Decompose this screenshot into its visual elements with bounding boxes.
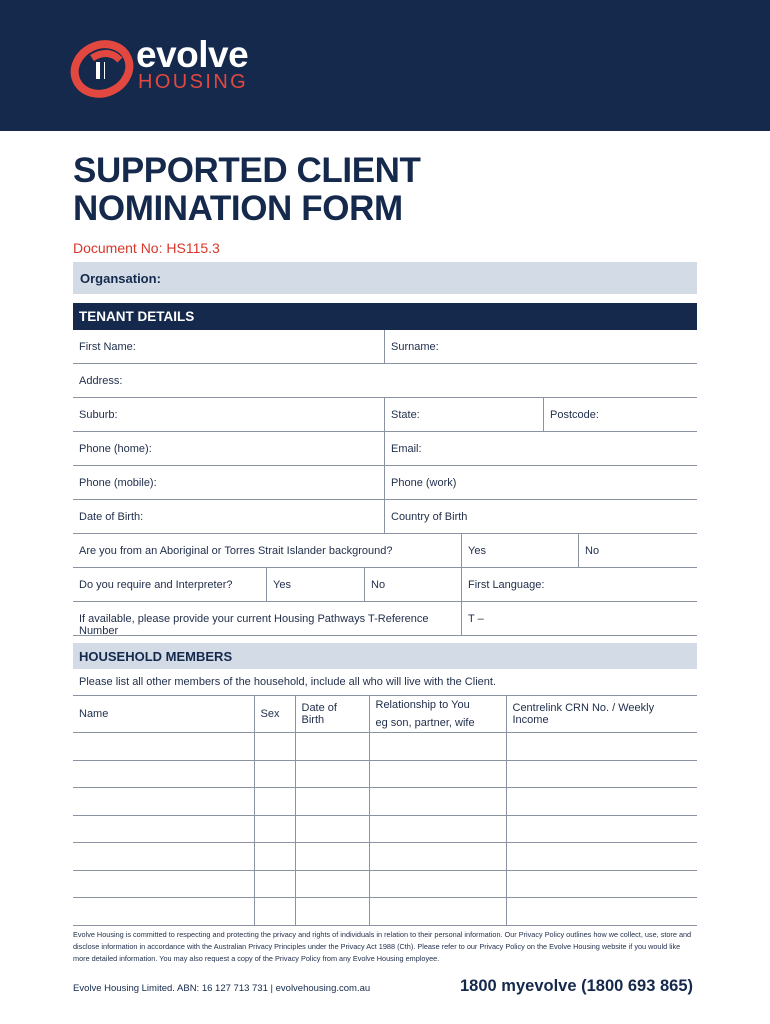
atsi-question: Are you from an Aboriginal or Torres Strait Islander background? (79, 545, 393, 557)
relationship-cell[interactable] (369, 788, 506, 816)
organisation-field[interactable] (73, 262, 697, 294)
col-dob-header: Date of Birth (295, 696, 369, 733)
form-row (73, 500, 697, 534)
privacy-statement: Evolve Housing is committed to respecting and protecting the privacy and rights of individuals in relation to their personal information. Our Privacy Policy outlines how we collect, use, store and disclose information in accordance with the Australian Privacy Principles under the Privacy Act 1988 (Cth). Please refer to our Privacy Policy on the Evolve Housing website if you would like more detailed information. You may also request a copy of the Privacy Policy from any Evolve Housing employee. (73, 930, 692, 963)
table-row (73, 760, 697, 788)
dob-cell[interactable] (295, 815, 369, 843)
phone-mobile-field[interactable]: Phone (mobile): (79, 477, 157, 489)
name-cell[interactable] (73, 788, 254, 816)
first-name-field[interactable]: First Name: (79, 341, 136, 353)
form-row (73, 432, 697, 466)
logo-wordmark: evolve (136, 34, 249, 75)
form-row (73, 534, 697, 568)
footer-company-info: Evolve Housing Limited. ABN: 16 127 713 731 | evolvehousing.com.au (73, 983, 371, 994)
household-members-table (73, 695, 697, 926)
form-row (73, 398, 697, 432)
email-field[interactable]: Email: (384, 432, 697, 465)
phone-home-field[interactable]: Phone (home): (79, 443, 152, 455)
footer-phone: 1800 myevolve (1800 693 865) (460, 977, 694, 995)
title-line-2: NOMINATION FORM (73, 189, 403, 228)
relationship-line-2: eg son, partner, wife (375, 717, 475, 729)
table-row (73, 898, 697, 926)
phone-work-field[interactable]: Phone (work) (384, 466, 697, 499)
evolve-swirl-icon (70, 38, 134, 98)
table-row (73, 733, 697, 761)
name-cell[interactable] (73, 898, 254, 926)
crn-cell[interactable] (506, 760, 697, 788)
atsi-yes-option[interactable]: Yes (461, 534, 578, 567)
col-relationship-header (369, 696, 506, 733)
relationship-cell[interactable] (369, 843, 506, 871)
first-language-field[interactable]: First Language: (461, 568, 697, 601)
sex-cell[interactable] (254, 870, 295, 898)
table-row (73, 843, 697, 871)
interpreter-yes-option[interactable]: Yes (266, 568, 364, 601)
interpreter-question: Do you require and Interpreter? (79, 579, 233, 591)
name-cell[interactable] (73, 843, 254, 871)
table-row (73, 870, 697, 898)
page-title (73, 152, 421, 228)
country-of-birth-field[interactable]: Country of Birth (384, 500, 697, 533)
sex-cell[interactable] (254, 898, 295, 926)
dob-cell[interactable] (295, 843, 369, 871)
name-cell[interactable] (73, 815, 254, 843)
name-cell[interactable] (73, 760, 254, 788)
sex-cell[interactable] (254, 843, 295, 871)
table-row (73, 788, 697, 816)
t-reference-question: If available, please provide your current Housing Pathways T-Reference Number (79, 613, 429, 637)
relationship-cell[interactable] (369, 733, 506, 761)
form-row (73, 364, 697, 398)
date-of-birth-field[interactable]: Date of Birth: (79, 511, 144, 523)
crn-cell[interactable] (506, 898, 697, 926)
crn-cell[interactable] (506, 870, 697, 898)
state-field[interactable]: State: (384, 398, 543, 431)
crn-cell[interactable] (506, 843, 697, 871)
interpreter-no-option[interactable]: No (364, 568, 461, 601)
form-row (73, 568, 697, 602)
evolve-housing-logo (70, 34, 270, 100)
household-intro-text: Please list all other members of the household, include all who will live with the Client. (79, 676, 496, 688)
address-field[interactable]: Address: (79, 375, 123, 387)
name-cell[interactable] (73, 870, 254, 898)
crn-cell[interactable] (506, 788, 697, 816)
crn-cell[interactable] (506, 815, 697, 843)
form-row (73, 466, 697, 500)
relationship-cell[interactable] (369, 898, 506, 926)
dob-cell[interactable] (295, 788, 369, 816)
relationship-cell[interactable] (369, 760, 506, 788)
dob-cell[interactable] (295, 898, 369, 926)
col-name-header: Name (73, 696, 254, 733)
relationship-line-1: Relationship to You (375, 699, 470, 711)
sex-cell[interactable] (254, 733, 295, 761)
dob-cell[interactable] (295, 733, 369, 761)
atsi-no-option[interactable]: No (578, 534, 697, 567)
tenant-details-heading: TENANT DETAILS (73, 303, 697, 330)
dob-cell[interactable] (295, 870, 369, 898)
relationship-cell[interactable] (369, 815, 506, 843)
logo-subtitle: HOUSING (138, 71, 249, 93)
household-members-heading: HOUSEHOLD MEMBERS (73, 643, 697, 669)
table-row (73, 815, 697, 843)
title-line-1: SUPPORTED CLIENT (73, 151, 421, 190)
sex-cell[interactable] (254, 788, 295, 816)
form-row (73, 602, 697, 636)
document-number: Document No: HS115.3 (73, 240, 220, 256)
name-cell[interactable] (73, 733, 254, 761)
sex-cell[interactable] (254, 815, 295, 843)
tenant-details-form (73, 330, 697, 636)
postcode-field[interactable]: Postcode: (543, 398, 697, 431)
t-reference-field[interactable]: T – (461, 602, 697, 635)
col-sex-header: Sex (254, 696, 295, 733)
surname-field[interactable]: Surname: (384, 330, 697, 363)
table-header-row (73, 696, 697, 733)
form-row (73, 330, 697, 364)
suburb-field[interactable]: Suburb: (79, 409, 118, 421)
col-crn-header: Centrelink CRN No. / Weekly Income (506, 696, 697, 733)
organisation-label: Organsation: (80, 271, 161, 286)
crn-cell[interactable] (506, 733, 697, 761)
sex-cell[interactable] (254, 760, 295, 788)
relationship-cell[interactable] (369, 870, 506, 898)
header-banner (0, 0, 770, 131)
dob-cell[interactable] (295, 760, 369, 788)
